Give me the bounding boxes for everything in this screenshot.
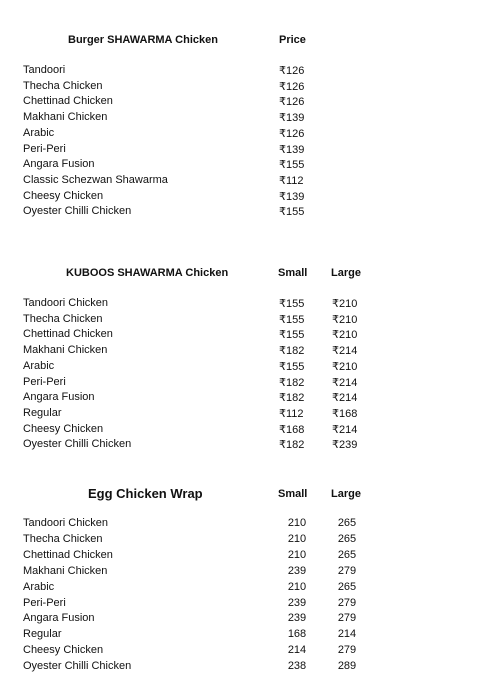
item-small: 168 [287,628,307,641]
large-header: Large [331,488,361,500]
menu-item-row [0,423,484,439]
menu-item-row [0,581,484,597]
menu-item-row [0,517,484,533]
item-small: 210 [287,517,307,529]
item-small: ₹155 [279,360,305,373]
item-small: ₹155 [279,298,305,310]
item-large: 289 [337,660,357,673]
item-name: Peri-Peri [23,375,66,388]
item-price: ₹155 [279,159,305,172]
item-name: Oyester Chilli Chicken [23,205,132,218]
menu-item-row [0,360,484,376]
item-price: ₹112 [279,174,304,187]
item-name: Chettinad Chicken [23,328,113,341]
menu-item-row [0,111,484,127]
item-name: Tandoori [23,64,66,76]
item-large: ₹214 [332,392,358,405]
menu-item-row [0,143,484,159]
menu-item-row [0,205,484,221]
item-name: Thecha Chicken [23,532,103,545]
item-price: ₹139 [279,190,305,203]
item-name: Arabic [23,580,55,593]
item-large: ₹168 [332,407,358,420]
menu-item-row [0,174,484,190]
item-price: ₹126 [279,127,305,140]
item-name: Cheesy Chicken [23,189,104,202]
item-small: ₹182 [279,439,305,452]
item-small: 210 [287,548,307,561]
item-large: ₹214 [332,423,358,436]
item-large: 279 [337,644,357,657]
item-large: ₹214 [332,376,358,389]
menu-item-row [0,407,484,423]
menu-item-row [0,376,484,392]
menu-item-row [0,297,484,313]
item-name: Angara Fusion [23,158,95,171]
item-small: ₹112 [279,407,304,420]
large-header: Large [331,267,361,279]
menu-item-row [0,565,484,581]
item-large: ₹210 [332,313,358,326]
item-small: ₹182 [279,376,305,389]
section-title: Egg Chicken Wrap [88,486,203,501]
item-name: Angara Fusion [23,612,95,625]
menu-item-row [0,313,484,329]
item-price: ₹126 [279,96,305,109]
section-title: Burger SHAWARMA Chicken [68,34,218,46]
item-large: ₹214 [332,345,358,358]
item-name: Makhani Chicken [23,111,108,124]
menu-item-row [0,80,484,96]
item-name: Chettinad Chicken [23,95,113,108]
item-small: ₹155 [279,313,305,326]
item-large: ₹210 [332,298,358,310]
item-name: Makhani Chicken [23,344,108,357]
item-name: Cheesy Chicken [23,644,104,657]
item-large: 279 [337,612,357,625]
item-name: Makhani Chicken [23,564,108,577]
menu-item-row [0,438,484,454]
item-name: Oyester Chilli Chicken [23,438,132,451]
item-small: ₹182 [279,345,305,358]
menu-item-row [0,158,484,174]
menu-item-row [0,328,484,344]
item-small: ₹168 [279,423,305,436]
item-large: ₹210 [332,329,358,342]
menu-item-row [0,533,484,549]
menu-item-row [0,64,484,80]
item-name: Chettinad Chicken [23,548,113,561]
menu-item-row [0,190,484,206]
item-small: 238 [287,660,307,673]
small-header: Small [278,488,308,500]
item-small: ₹182 [279,392,305,405]
item-name: Classic Schezwan Shawarma [23,173,168,186]
item-large: 265 [337,517,357,529]
menu-item-row [0,549,484,565]
item-name: Oyester Chilli Chicken [23,660,132,673]
small-header: Small [278,267,308,279]
item-large: 279 [337,564,357,577]
menu-item-row [0,660,484,676]
item-large: 279 [337,596,357,609]
item-name: Peri-Peri [23,596,66,609]
item-name: Thecha Chicken [23,312,103,325]
menu-item-row [0,612,484,628]
item-price: ₹126 [279,65,305,77]
item-small: 239 [287,564,307,577]
item-name: Arabic [23,359,55,372]
item-name: Tandoori Chicken [23,517,108,529]
menu-item-row [0,127,484,143]
item-price: ₹139 [279,112,305,125]
item-large: ₹239 [332,439,358,452]
item-large: 214 [337,628,357,641]
item-small: 214 [287,644,307,657]
menu-item-row [0,391,484,407]
section-title: KUBOOS SHAWARMA Chicken [66,267,229,279]
item-large: 265 [337,532,357,545]
item-name: Peri-Peri [23,142,66,155]
menu-item-row [0,597,484,613]
item-large: 265 [337,580,357,593]
item-name: Arabic [23,126,55,139]
item-name: Tandoori Chicken [23,297,108,309]
price-header: Price [279,34,306,46]
item-small: 210 [287,580,307,593]
menu-item-row [0,344,484,360]
item-price: ₹155 [279,206,305,219]
item-small: ₹155 [279,329,305,342]
item-price: ₹139 [279,143,305,156]
item-small: 239 [287,612,307,625]
item-name: Regular [23,406,62,419]
item-name: Thecha Chicken [23,79,103,92]
item-small: 239 [287,596,307,609]
menu-item-row [0,644,484,660]
item-name: Regular [23,628,62,641]
item-price: ₹126 [279,80,305,93]
item-name: Angara Fusion [23,391,95,404]
item-small: 210 [287,532,307,545]
item-name: Cheesy Chicken [23,422,104,435]
item-large: 265 [337,548,357,561]
item-large: ₹210 [332,360,358,373]
menu-item-row [0,95,484,111]
menu-item-row [0,628,484,644]
